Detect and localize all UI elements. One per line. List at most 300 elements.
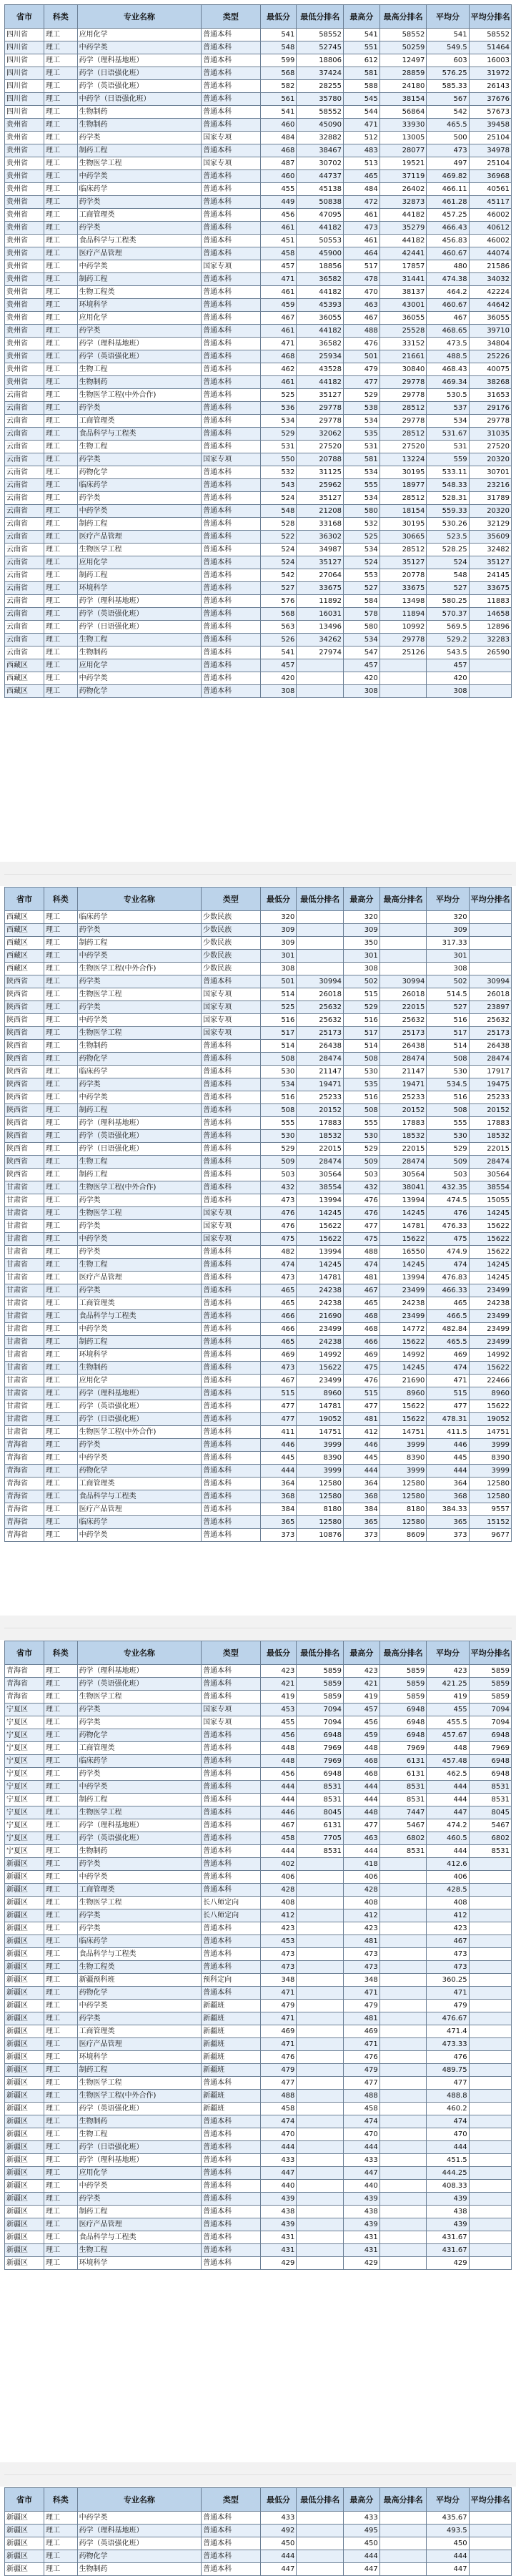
cell-province: 云南省 [5,634,44,647]
cell-major: 药学类 [77,325,202,338]
admission-score-table [4,4,512,698]
cell-min-rank: 7094 [297,1716,344,1729]
cell-avg-rank: 14658 [469,608,511,621]
cell-subject: 理工 [44,1336,78,1349]
cell-min-score: 433 [260,2154,297,2167]
table-row [5,2244,512,2257]
cell-province: 云南省 [5,582,44,595]
cell-max-score: 444 [344,2550,380,2563]
cell-min-score: 423 [260,1665,297,1678]
table-block-2 [4,887,512,1542]
cell-type: 普通本科 [202,1117,261,1130]
table-row [5,441,512,453]
cell-max-rank [379,2051,427,2064]
cell-max-rank: 6802 [379,1832,427,1845]
cell-min-score: 432 [260,1181,297,1194]
cell-avg-score: 368 [427,1490,469,1503]
cell-avg-score: 478.31 [427,1413,469,1426]
table-row [5,29,512,41]
cell-type: 普通本科 [202,1323,261,1336]
cell-type: 普通本科 [202,1272,261,1284]
cell-avg-score: 503 [427,1169,469,1181]
cell-min-score: 466 [260,1310,297,1323]
table-row [5,2128,512,2141]
cell-subject: 理工 [44,1755,78,1768]
cell-subject: 理工 [44,608,78,621]
cell-min-score: 446 [260,1439,297,1452]
cell-avg-score: 419 [427,1691,469,1704]
cell-max-score: 529 [344,1143,380,1156]
cell-major: 环境科学 [77,2051,202,2064]
table-row [5,1297,512,1310]
cell-min-score: 368 [260,1490,297,1503]
cell-subject: 理工 [44,196,78,209]
cell-type: 普通本科 [202,144,261,157]
cell-major: 药学类 [77,402,202,415]
cell-min-score: 320 [260,911,297,924]
cell-avg-rank: 15622 [469,1400,511,1413]
cell-subject: 理工 [44,1781,78,1794]
cell-province: 新疆区 [5,2000,44,2012]
cell-province: 新疆区 [5,1897,44,1909]
table-row [5,950,512,963]
cell-type: 普通本科 [202,975,261,988]
cell-avg-rank: 36055 [469,312,511,325]
table-row [5,1375,512,1387]
cell-avg-rank [469,2244,511,2257]
cell-min-rank: 25934 [297,350,344,363]
cell-avg-rank: 22466 [469,1375,511,1387]
cell-max-rank: 8390 [379,1452,427,1465]
cell-max-rank: 28512 [379,428,427,441]
table-row [5,1884,512,1897]
cell-subject: 理工 [44,2025,78,2038]
cell-province: 甘肃省 [5,1310,44,1323]
cell-type: 普通本科 [202,106,261,119]
table-row [5,247,512,260]
cell-subject: 理工 [44,67,78,80]
cell-type: 普通本科 [202,1452,261,1465]
cell-avg-rank [469,2025,511,2038]
cell-max-score: 534 [344,492,380,505]
cell-max-rank: 24180 [379,80,427,93]
cell-major: 生物制药 [77,2115,202,2128]
cell-type: 普通本科 [202,1040,261,1053]
cell-max-score: 508 [344,1104,380,1117]
cell-province: 新疆区 [5,2038,44,2051]
cell-type: 普通本科 [202,1066,261,1078]
cell-avg-score: 603 [427,54,469,67]
cell-min-rank [297,950,344,963]
cell-type: 普通本科 [202,235,261,247]
cell-subject: 理工 [44,1948,78,1961]
cell-subject: 理工 [44,247,78,260]
cell-major: 生物工程类 [77,1961,202,1974]
table-row [5,1768,512,1781]
cell-avg-score: 457.25 [427,209,469,222]
cell-type: 新疆班 [202,2051,261,2064]
cell-min-score: 461 [260,286,297,299]
table-row [5,54,512,67]
table-row [5,2167,512,2180]
cell-max-score: 488 [344,325,380,338]
cell-max-score: 445 [344,1452,380,1465]
cell-min-score: 582 [260,80,297,93]
cell-avg-rank: 33675 [469,582,511,595]
cell-max-score: 530 [344,1130,380,1143]
cell-min-score: 449 [260,196,297,209]
cell-max-rank [379,2000,427,2012]
cell-avg-score: 455.5 [427,1716,469,1729]
cell-min-score: 548 [260,41,297,54]
cell-major: 临床药学 [77,1935,202,1948]
cell-avg-rank [469,672,511,685]
cell-subject: 理工 [44,1478,78,1490]
cell-max-rank: 14245 [379,1207,427,1220]
table-row [5,569,512,582]
cell-subject: 理工 [44,2012,78,2025]
cell-max-score: 534 [344,634,380,647]
cell-major: 药物化学 [77,1987,202,2000]
cell-min-score: 373 [260,1529,297,1542]
cell-min-rank: 8180 [297,1503,344,1516]
cell-major: 药学（理科基地班） [77,1117,202,1130]
cell-avg-rank [469,2103,511,2115]
table-row [5,1284,512,1297]
table-row [5,1909,512,1922]
cell-subject: 理工 [44,415,78,428]
cell-min-rank: 44182 [297,376,344,389]
cell-province: 云南省 [5,544,44,556]
cell-min-rank: 5859 [297,1665,344,1678]
cell-province: 贵州省 [5,338,44,350]
cell-avg-score: 373 [427,1529,469,1542]
cell-avg-score: 467 [427,312,469,325]
cell-min-rank: 7094 [297,1704,344,1716]
cell-type: 少数民族 [202,924,261,937]
cell-max-score: 406 [344,1871,380,1884]
cell-max-rank: 16550 [379,1246,427,1259]
cell-type: 国家专项 [202,1716,261,1729]
cell-avg-rank [469,2154,511,2167]
cell-avg-rank [469,2537,511,2550]
table-row [5,2193,512,2206]
table-row [5,1413,512,1426]
cell-province: 云南省 [5,389,44,402]
cell-major: 药学（理科基地班） [77,54,202,67]
cell-max-score: 514 [344,1040,380,1053]
cell-major: 药学类 [77,1716,202,1729]
column-header-max-rank: 最高分排名 [379,888,427,911]
table-row [5,672,512,685]
cell-avg-rank: 35127 [469,556,511,569]
cell-max-score: 466 [344,1336,380,1349]
cell-avg-rank: 38268 [469,376,511,389]
cell-min-rank: 58552 [297,106,344,119]
cell-type: 长八师定向 [202,1897,261,1909]
cell-avg-score: 523.5 [427,531,469,544]
cell-max-score: 476 [344,1194,380,1207]
cell-province: 新疆区 [5,2051,44,2064]
cell-subject: 理工 [44,389,78,402]
cell-min-rank [297,2051,344,2064]
cell-avg-rank: 15055 [469,1194,511,1207]
cell-max-rank: 27520 [379,441,427,453]
table-row [5,1233,512,1246]
cell-major: 生物制药 [77,2563,202,2576]
cell-avg-rank: 15622 [469,1362,511,1375]
cell-max-score: 348 [344,1974,380,1987]
cell-subject: 理工 [44,937,78,950]
cell-min-rank: 8390 [297,1452,344,1465]
cell-min-score: 456 [260,1729,297,1742]
cell-type: 普通本科 [202,492,261,505]
cell-min-rank [297,2193,344,2206]
table-row [5,2512,512,2525]
cell-max-score: 384 [344,1503,380,1516]
cell-max-rank: 29778 [379,376,427,389]
cell-avg-rank: 28474 [469,1053,511,1066]
cell-type: 普通本科 [202,479,261,492]
cell-max-rank: 36055 [379,312,427,325]
cell-major: 药学（日语强化班） [77,1143,202,1156]
cell-type: 普通本科 [202,196,261,209]
cell-avg-rank: 39710 [469,325,511,338]
cell-min-score: 474 [260,1259,297,1272]
cell-min-rank: 22015 [297,1143,344,1156]
cell-avg-score: 468.43 [427,363,469,376]
column-header-avg-rank: 平均分排名 [469,888,511,911]
cell-province: 四川省 [5,41,44,54]
cell-major: 药学（英语强化班） [77,1832,202,1845]
cell-type: 国家专项 [202,1001,261,1014]
cell-min-rank: 8045 [297,1806,344,1819]
cell-major: 食品科学与工程类 [77,428,202,441]
cell-major: 药学类 [77,1246,202,1259]
cell-province: 新疆区 [5,2154,44,2167]
cell-major: 制药工程 [77,1336,202,1349]
cell-min-score: 453 [260,1704,297,1716]
cell-type: 普通本科 [202,1987,261,2000]
cell-avg-score: 431.67 [427,2244,469,2257]
cell-min-rank: 34987 [297,544,344,556]
cell-avg-rank [469,924,511,937]
cell-min-rank: 37424 [297,67,344,80]
cell-major: 生物医学工程 [77,1691,202,1704]
cell-max-score: 517 [344,260,380,273]
cell-province: 西藏区 [5,911,44,924]
cell-max-score: 529 [344,1001,380,1014]
cell-subject: 理工 [44,1897,78,1909]
cell-subject: 理工 [44,428,78,441]
cell-max-rank: 28859 [379,67,427,80]
cell-min-rank: 47095 [297,209,344,222]
cell-min-score: 501 [260,975,297,988]
table-row [5,170,512,183]
cell-max-rank: 35279 [379,222,427,235]
table-row [5,1704,512,1716]
cell-max-score: 444 [344,1845,380,1858]
cell-min-score: 568 [260,67,297,80]
cell-max-score: 503 [344,1169,380,1181]
cell-avg-score: 528.25 [427,544,469,556]
cell-province: 贵州省 [5,183,44,196]
column-header-subject: 科类 [44,1641,78,1665]
cell-max-rank: 6131 [379,1768,427,1781]
cell-min-rank: 13994 [297,1246,344,1259]
cell-avg-rank: 15622 [469,1220,511,1233]
cell-subject: 理工 [44,2154,78,2167]
cell-avg-rank [469,1961,511,1974]
cell-avg-rank [469,2167,511,2180]
cell-major: 生物工程 [77,1259,202,1272]
cell-avg-rank: 23499 [469,1310,511,1323]
cell-min-score: 530 [260,1130,297,1143]
column-header-min-rank: 最低分排名 [297,1641,344,1665]
cell-min-score: 529 [260,1143,297,1156]
cell-province: 新疆区 [5,2077,44,2090]
cell-type: 普通本科 [202,1169,261,1181]
column-header-max-rank: 最高分排名 [379,2488,427,2512]
cell-province: 贵州省 [5,363,44,376]
cell-type: 普通本科 [202,569,261,582]
cell-province: 贵州省 [5,132,44,144]
cell-avg-rank: 14245 [469,1272,511,1284]
cell-min-score: 476 [260,1220,297,1233]
cell-max-score: 553 [344,569,380,582]
cell-max-rank: 42441 [379,247,427,260]
cell-min-score: 555 [260,1117,297,1130]
cell-max-score: 475 [344,1233,380,1246]
cell-max-rank [379,1884,427,1897]
cell-major: 中药学类 [77,2000,202,2012]
cell-max-score: 457 [344,1704,380,1716]
cell-max-score: 459 [344,1729,380,1742]
cell-avg-score: 445 [427,1452,469,1465]
cell-max-score: 463 [344,299,380,312]
cell-type: 新疆班 [202,2012,261,2025]
cell-avg-score: 444.25 [427,2167,469,2180]
cell-min-score: 301 [260,950,297,963]
cell-avg-rank: 44074 [469,247,511,260]
cell-type: 新疆班 [202,2103,261,2115]
cell-min-score: 438 [260,2206,297,2218]
cell-subject: 理工 [44,2141,78,2154]
cell-avg-rank: 14751 [469,1426,511,1439]
cell-major: 药学类 [77,1220,202,1233]
cell-major: 药学（理科基地班） [77,595,202,608]
cell-subject: 理工 [44,1806,78,1819]
cell-major: 药学（日语强化班） [77,1413,202,1426]
cell-avg-score: 493.5 [427,2525,469,2537]
cell-major: 药学类 [77,1078,202,1091]
cell-max-rank [379,1974,427,1987]
cell-subject: 理工 [44,1529,78,1542]
cell-avg-score: 466.11 [427,183,469,196]
cell-type: 普通本科 [202,647,261,659]
cell-major: 生物工程 [77,441,202,453]
cell-province: 新疆区 [5,2257,44,2270]
table-row [5,2077,512,2090]
cell-avg-score: 509 [427,1156,469,1169]
cell-max-rank [379,1922,427,1935]
cell-min-rank [297,2077,344,2090]
cell-min-rank: 25632 [297,1001,344,1014]
cell-max-rank: 23499 [379,1310,427,1323]
cell-avg-rank: 23499 [469,1284,511,1297]
cell-province: 贵州省 [5,299,44,312]
cell-subject: 理工 [44,911,78,924]
cell-max-score: 468 [344,1768,380,1781]
cell-max-rank: 58552 [379,29,427,41]
cell-min-score: 458 [260,2103,297,2115]
cell-max-score: 478 [344,273,380,286]
cell-min-rank: 31125 [297,466,344,479]
cell-province: 四川省 [5,93,44,106]
cell-max-score: 463 [344,1832,380,1845]
cell-major: 生物制药 [77,106,202,119]
cell-province: 陕西省 [5,1066,44,1078]
cell-avg-score: 477 [427,2077,469,2090]
cell-max-score: 476 [344,1375,380,1387]
cell-subject: 理工 [44,1871,78,1884]
cell-avg-score: 580.25 [427,595,469,608]
cell-type: 普通本科 [202,1819,261,1832]
cell-min-rank: 30564 [297,1169,344,1181]
cell-province: 云南省 [5,479,44,492]
cell-avg-rank: 20320 [469,453,511,466]
cell-max-score: 446 [344,1439,380,1452]
cell-avg-rank [469,2206,511,2218]
cell-type: 少数民族 [202,950,261,963]
cell-major: 药学（英语强化班） [77,608,202,621]
table-row [5,415,512,428]
cell-type: 普通本科 [202,2154,261,2167]
cell-max-score: 421 [344,1678,380,1691]
table-row [5,402,512,415]
table-row [5,1117,512,1130]
cell-max-score: 477 [344,1400,380,1413]
cell-avg-score: 533.11 [427,466,469,479]
table-row [5,1716,512,1729]
table-row [5,647,512,659]
cell-type: 普通本科 [202,2563,261,2576]
cell-type: 普通本科 [202,80,261,93]
cell-min-rank: 19052 [297,1413,344,1426]
cell-subject: 理工 [44,479,78,492]
cell-province: 新疆区 [5,2103,44,2115]
table-row [5,1104,512,1117]
cell-type: 新疆班 [202,2064,261,2077]
cell-max-rank: 13498 [379,595,427,608]
cell-min-rank: 12580 [297,1490,344,1503]
cell-min-rank: 36582 [297,273,344,286]
cell-max-rank [379,2525,427,2537]
cell-avg-score: 462.5 [427,1768,469,1781]
cell-avg-score: 473.33 [427,2038,469,2051]
cell-province: 陕西省 [5,1078,44,1091]
cell-min-score: 453 [260,1935,297,1948]
column-header-major: 专业名称 [77,1641,202,1665]
cell-type: 普通本科 [202,1922,261,1935]
table-row [5,1246,512,1259]
cell-avg-score: 429 [427,2257,469,2270]
cell-avg-rank [469,2012,511,2025]
cell-avg-score: 482.84 [427,1323,469,1336]
cell-min-score: 421 [260,1678,297,1691]
cell-avg-rank: 5467 [469,1819,511,1832]
cell-avg-rank: 32129 [469,518,511,531]
